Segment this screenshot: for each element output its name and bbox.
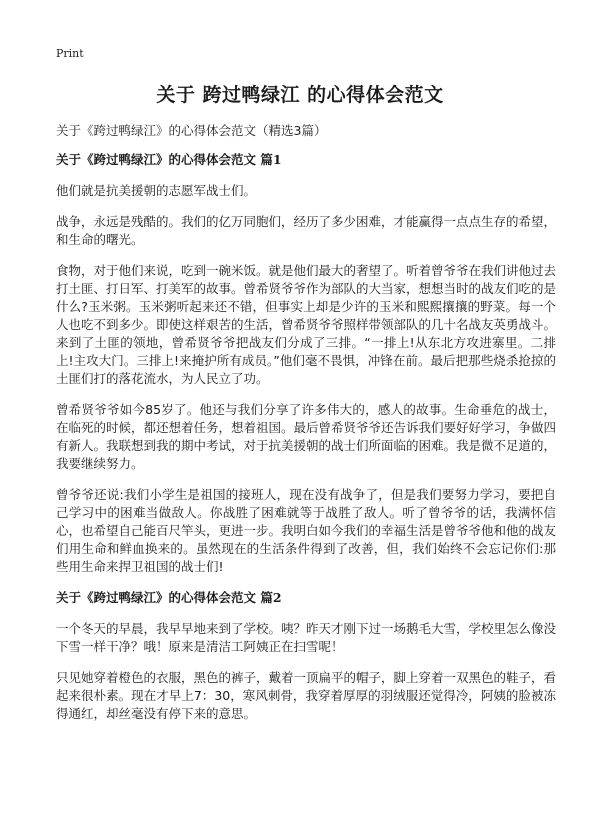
- document-subtitle: 关于《跨过鸭绿江》的心得体会范文（精选3篇）: [56, 123, 327, 138]
- section-heading: 关于《跨过鸭绿江》的心得体会范文 篇1: [56, 152, 282, 167]
- section-2: [56, 589, 556, 723]
- print-label[interactable]: Print: [56, 47, 84, 60]
- page-title: 关于 跨过鸭绿江 的心得体会范文: [156, 84, 444, 106]
- paragraph: 一个冬天的早晨，我早早地来到了学校。咦？昨天才刚下过一场鹅毛大雪，学校里怎么像没下雪一样干净？哦！原来是清洁工阿姨正在扫雪呢！: [56, 621, 557, 654]
- section-heading: 关于《跨过鸭绿江》的心得体会范文 篇2: [56, 590, 282, 605]
- paragraph: 食物，对于他们来说，吃到一碗米饭。就是他们最大的奢望了。听着曾爷爷在我们讲他过去打土匪、打日军、打美军的故事。曾希贤爷爷作为部队的大当家，想想当时的战友们吃的是什么?玉米粥。玉米粥听起来还不错，但事实上却是少许的玉米和熙熙攘攘的野菜。每一个人也吃不到多少。即使这样艰苦的生活，曾希贤爷爷照样带领部队的几十名战友英勇战斗。来到了土匪的领地，曾希贤爷爷把战友们分成了三排。“一排上!从东北方攻进寨里。二排上!主攻大门。三排上!来掩护所有成员。”他们毫不畏惧，冲锋在前。最后把那些烧杀抢掠的土匪们打的落花流水，为人民立了功。: [56, 263, 557, 386]
- paragraph: 他们就是抗美援朝的志愿军战士们。: [56, 183, 257, 198]
- section-1: [56, 151, 556, 576]
- paragraph: 曾爷爷还说:我们小学生是祖国的接班人，现在没有战争了，但是我们要努力学习，要把自己学习中的困难当做敌人。你战胜了困难就等于战胜了敌人。听了曾爷爷的话，我满怀信心，也希望自己能百尺竿头，更进一步。我明白如今我们的幸福生活是曾爷爷他和他的战友们用生命和鲜血换来的。虽然现在的生活条件得到了改善，但，我们始终不会忘记你们:那些用生命来捍卫祖国的战士们!: [56, 487, 557, 574]
- paragraph: 战争，永远是残酷的。我们的亿万同胞们，经历了多少困难，才能赢得一点点生存的希望，和生命的曙光。: [56, 214, 557, 247]
- paragraph: 只见她穿着橙色的衣服，黑色的裤子，戴着一顶扁平的帽子，脚上穿着一双黑色的鞋子，看起来很朴素。现在才早上7：30，寒风刺骨，我穿着厚厚的羽绒服还觉得冷，阿姨的脸被冻得通红，却丝毫没有停下来的意思。: [56, 670, 557, 721]
- paragraph: 曾希贤爷爷如今85岁了。他还与我们分享了许多伟大的，感人的故事。生命垂危的战士，在临死的时候，都还想着任务，想着祖国。最后曾希贤爷爷还告诉我们要好好学习，争做四有新人。我联想到我的期中考试，对于抗美援朝的战士们所面临的困难。我是微不足道的，我要继续努力。: [56, 402, 557, 471]
- document-body: [56, 151, 556, 736]
